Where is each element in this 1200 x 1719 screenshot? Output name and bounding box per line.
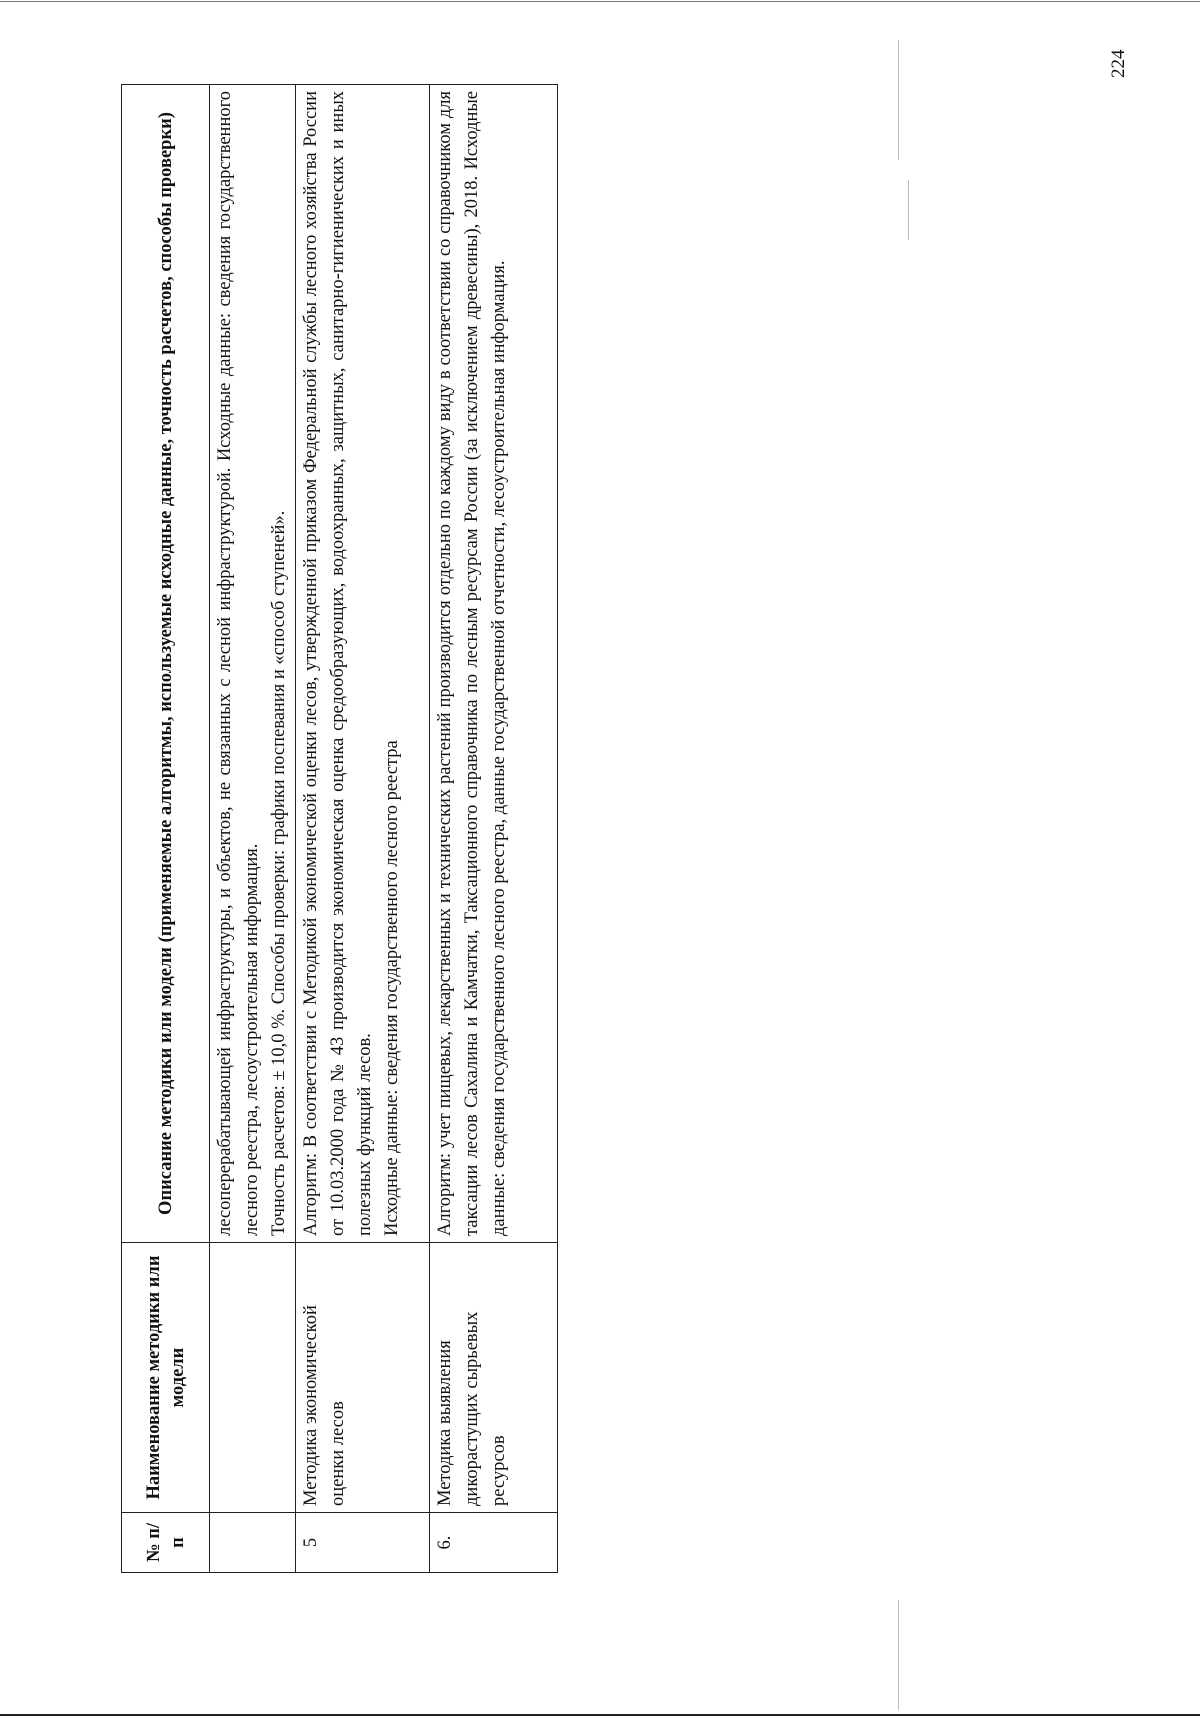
description-paragraph: Точность расчетов: ± 10,0 %. Способы проверки: графики поспевания и «способ ступеней». [269,510,289,1236]
scan-artifact-line [898,40,899,160]
description-paragraph: Исходные данные: сведения государственного лесного реестра [382,740,402,1236]
row-name [210,1243,296,1513]
row-name: Методика экономической оценки лесов [296,1243,430,1513]
row-num: 6. [430,1513,558,1573]
scan-artifact-line [898,1600,899,1710]
table-row [296,85,430,1573]
header-name: Наименование методики или модели [122,1243,210,1513]
row-name: Методика выявления дикорастущих сырьевых ресурсов [430,1243,558,1513]
description-paragraph: Алгоритм: В соответствии с Методикой экономической оценки лесов, утвержденной приказом Федеральной службы лесного хозяйства России от 10.03.2000 года № 43 производится экономическая оценка средообразующих, водоохранных, защитных, санитарно-гигиенических и иных полезных функций лесов. [301,91,375,1236]
table-row [210,85,296,1573]
row-description [430,85,558,1243]
methods-table [121,84,558,1573]
row-description [296,85,430,1243]
header-num: № п/п [122,1513,210,1573]
scan-edge-top [0,1,1200,2]
rotated-table-sheet [121,85,555,1573]
header-description: Описание методики или модели (применяемые алгоритмы, используемые исходные данные, точность расчетов, способы проверки) [122,85,210,1243]
scan-artifact-line [908,180,909,240]
table-header-row [122,85,210,1573]
scan-edge-bottom [0,1714,1200,1716]
row-num [210,1513,296,1573]
row-num: 5 [296,1513,430,1573]
page-number: 224 [1108,49,1129,78]
description-paragraph: лесоперерабатывающей инфраструктуры, и объектов, не связанных с лесной инфраструктурой. Исходные данные: сведения государственного лесного реестра, лесоустроительная информация. [215,91,262,1236]
description-paragraph: Алгоритм: учет пищевых, лекарственных и технических растений производится отдельно по каждому виду в соответствии со справочником для таксации лесов Сахалина и Камчатки, Таксационного справочника по лесным ресурсам России (за исключением древесины), 2018. Исходные данные: сведения государственного лесного реестра, данные государственной отчетности, лесоустроительная информация. [435,91,509,1236]
table-row [430,85,558,1573]
row-description [210,85,296,1243]
